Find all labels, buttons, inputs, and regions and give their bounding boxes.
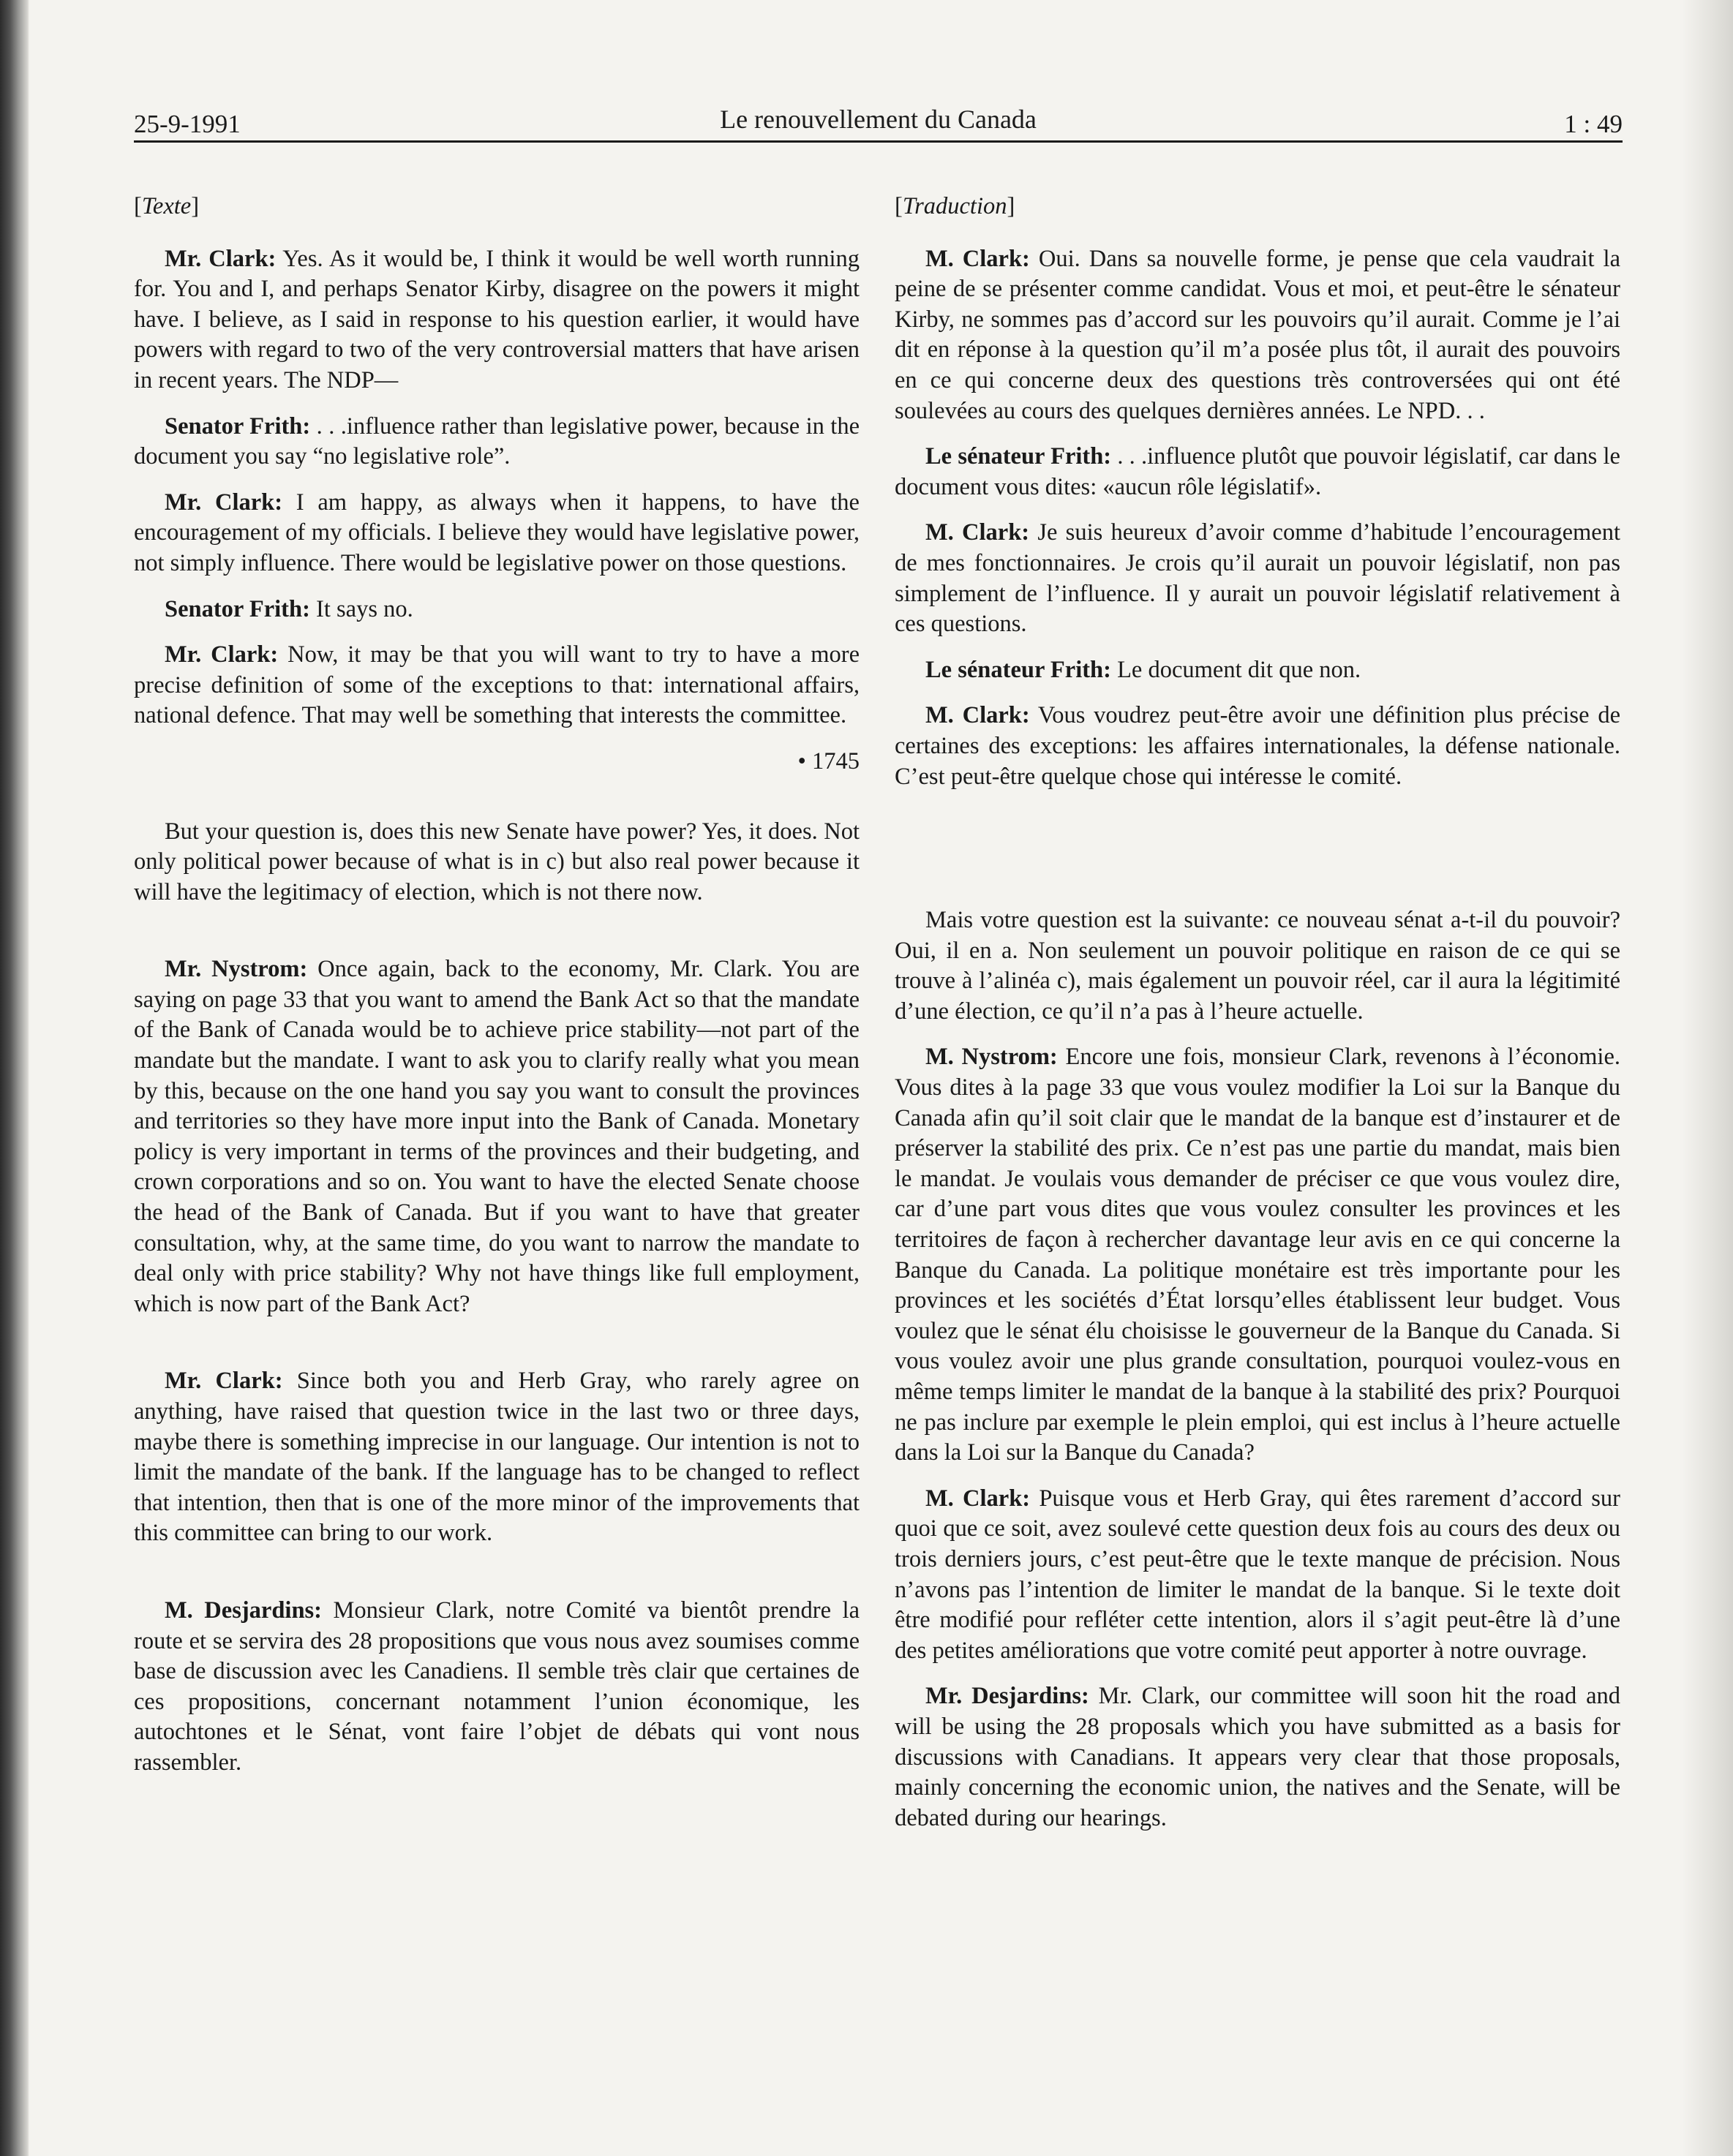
speaker-name: Mr. Desjardins: <box>925 1683 1089 1710</box>
paragraph-text: Encore une fois, monsieur Clark, revenons à l’économie. Vous dites à la page 33 que vous voulez modifier la Loi sur la Banque du Canada afin qu’il soit clair que le mandat de la banque est d’instaurer et de préserver la stabilité des prix. Ce n’est pas une partie du mandat, mais bien le mandat. Je voulais vous demander de préciser ce que vous voulez dire, car d’une part vous dites que vous voulez consulter les provinces et les territoires de façon à rechercher davantage leur avis en ce qui concerne la Banque du Canada. La politique monétaire est très importante pour les provinces et les sociétés d’État lorsqu’elles établissent leur budget. Vous voulez que le sénat élu choisisse le gouverneur de la Banque du Canada. Si vous voulez avoir une plus grande consultation, pourquoi voulez-vous en même temps limiter le mandat de la banque à la stabilité des prix? Pourquoi ne pas inclure par exemple le plein emploi, qui est inclus à l’heure actuelle dans la Loi sur la Banque du Canada? <box>895 1044 1620 1466</box>
speaker-name: M. Clark: <box>925 702 1030 729</box>
paragraph <box>134 488 860 579</box>
paragraph-text: Je suis heureux d’avoir comme d’habitude l’encouragement de mes fonctionnaires. Je crois qu’il aurait un pouvoir législatif, non pas simplement de l’influence. Il y aurait un pouvoir législatif relativement à ces questions. <box>895 519 1621 638</box>
speaker-name: Mr. Clark: <box>165 489 283 516</box>
paragraph-text: Puisque vous et Herb Gray, qui êtes rarement d’accord sur quoi que ce soit, avez soulevé cette question deux fois au cours des deux ou trois derniers jours, c’est peut-être que le texte manque de précision. Nous n’avons pas l’intention de limiter le mandat de la banque. Si le texte doit être modifié pour refléter cette intention, alors il s’agit peut-être là d’une des petites améliorations que votre comité peut apporter à notre ouvrage. <box>895 1485 1620 1664</box>
speaker-name: M. Desjardins: <box>165 1597 322 1624</box>
paragraph-text: . . .influence plutôt que pouvoir législatif, car dans le document vous dites: «aucun rôle législatif». <box>895 443 1620 500</box>
speaker-name: Le sénateur Frith: <box>925 443 1112 470</box>
paragraph <box>895 244 1620 427</box>
paragraph <box>134 817 860 908</box>
paragraph <box>134 595 860 625</box>
paragraph-text: Since both you and Herb Gray, who rarely agree on anything, have raised that question twice in the last two or three days, maybe there is something imprecise in our language. Our intention is not to limit the mandate of the bank. If the language has to be changed to reflect that intention, then that is one of the more minor of the improvements that this committee can bring to our work. <box>134 1368 860 1547</box>
language-label: [Traduction] <box>895 193 1015 219</box>
paragraph <box>134 244 860 396</box>
right-column <box>895 192 1620 1849</box>
paragraph <box>895 442 1620 502</box>
paragraph-text: But your question is, does this new Senate have power? Yes, it does. Not only political power because of what is in c) but also real power because it will have the legitimacy of election, which is not there now. <box>134 818 860 905</box>
header-date: 25-9-1991 <box>134 110 241 138</box>
paragraph-text: Now, it may be that you will want to try to have a more precise definition of some of the exceptions to that: international affairs, national defence. That may well be something that interests the committee. <box>134 641 860 729</box>
paragraph <box>134 1366 860 1549</box>
paragraph-text: Once again, back to the economy, Mr. Clark. You are saying on page 33 that you want to amend the Bank Act so that the mandate of the Bank of Canada would be to achieve price stability—not part of the mandate but the mandate. I want to ask you to clarify really what you mean by this, because on the one hand you say you want to consult the provinces and territories so they have more input into the Bank of Canada. Monetary policy is very important in terms of the provinces and their budgeting, and crown corporations and so on. You want to have the elected Senate choose the head of the Bank of Canada. But if you want to have that greater consultation, why, at the same time, do you want to narrow the mandate to deal only with price stability? Why not have things like full employment, which is now part of the Bank Act? <box>134 956 860 1317</box>
paragraph-text: Mr. Clark, our committee will soon hit the road and will be using the 28 proposals which you have submitted as a basis for discussions with Canadians. It appears very clear that those proposals, mainly concerning the economic union, the natives and the Senate, will be debated during our hearings. <box>895 1683 1620 1831</box>
paragraph <box>895 1484 1620 1667</box>
paragraph-text: Le document dit que non. <box>1110 656 1361 683</box>
paragraph <box>895 1042 1620 1468</box>
paragraph <box>895 655 1620 686</box>
time-marker: • 1745 <box>797 747 860 774</box>
page-binding-shadow <box>0 0 29 2156</box>
paragraph <box>895 905 1620 1027</box>
speaker-name: Mr. Nystrom: <box>165 956 308 983</box>
speaker-name: M. Clark: <box>925 245 1030 272</box>
header-page-number: 1 : 49 <box>1564 110 1623 138</box>
paragraph-text: It says no. <box>309 595 413 622</box>
paragraph <box>134 954 860 1319</box>
speaker-name: Senator Frith: <box>165 595 310 622</box>
left-column <box>134 192 860 1794</box>
paragraph-text: Mais votre question est la suivante: ce nouveau sénat a-t-il du pouvoir? Oui, il en a. Non seulement un pouvoir politique en raison de ce qui se trouve à l’alinéa c), mais également un pouvoir réel, car il aura la légitimité d’une élection, ce qu’il n’a pas à l’heure actuelle. <box>895 907 1620 1025</box>
paragraph-text: Vous voudrez peut-être avoir une définition plus précise de certaines des exceptions: les affaires internationales, la défense nationale. C’est peut-être quelque chose qui intéresse le comité. <box>895 702 1620 790</box>
speaker-name: Senator Frith: <box>165 412 311 440</box>
paragraph <box>134 640 860 731</box>
speaker-name: M. Clark: <box>925 519 1030 546</box>
header-title: Le renouvellement du Canada <box>720 105 1037 134</box>
speaker-name: M. Nystrom: <box>925 1044 1058 1071</box>
paragraph <box>895 701 1620 792</box>
header-rule <box>134 140 1623 143</box>
speaker-name: Mr. Clark: <box>165 245 277 272</box>
paragraph-text: Yes. As it would be, I think it would be well worth running for. You and I, and perhaps Senator Kirby, disagree on the powers it might have. I believe, as I said in response to his question earlier, it would have powers with regard to two of the very controversial matters that have arisen in recent years. The NDP— <box>134 245 860 393</box>
language-label: [Texte] <box>134 193 200 219</box>
paragraph <box>134 1596 860 1779</box>
speaker-name: Mr. Clark: <box>165 1368 283 1395</box>
speaker-name: Mr. Clark: <box>165 641 279 668</box>
paragraph-text: Monsieur Clark, notre Comité va bientôt prendre la route et se servira des 28 propositions que vous nous avez soumises comme base de discussion avec les Canadiens. Il semble très clair que certaines de ces propositions, concernant notamment l’union économique, les autochtones et le Sénat, vont faire l’objet de débats qui vont nous rassembler. <box>134 1597 860 1776</box>
speaker-name: Le sénateur Frith: <box>925 656 1111 683</box>
speaker-name: M. Clark: <box>925 1485 1031 1512</box>
paragraph-text: I am happy, as always when it happens, to have the encouragement of my officials. I believe they would have legislative power, not simply influence. There would be legislative power on those questions. <box>134 489 860 576</box>
paragraph <box>895 518 1620 639</box>
paragraph-text: Oui. Dans sa nouvelle forme, je pense que cela vaudrait la peine de se présenter comme candidat. Vous et moi, et peut-être le sénateur Kirby, ne sommes pas d’accord sur les pouvoirs qu’il aurait. Comme je l’ai dit en réponse à la question qu’il m’a posée plus tôt, il aurait des pouvoirs en ce qui concerne deux des questions très controversées qui ont été soulevées au cours des quelques dernières années. Le NPD. . . <box>895 245 1620 424</box>
page-edge-shadow <box>1682 0 1733 2156</box>
paragraph-text: . . .influence rather than legislative power, because in the document you say “no legislative role”. <box>134 412 860 470</box>
paragraph <box>134 412 860 472</box>
paragraph <box>895 1681 1620 1833</box>
